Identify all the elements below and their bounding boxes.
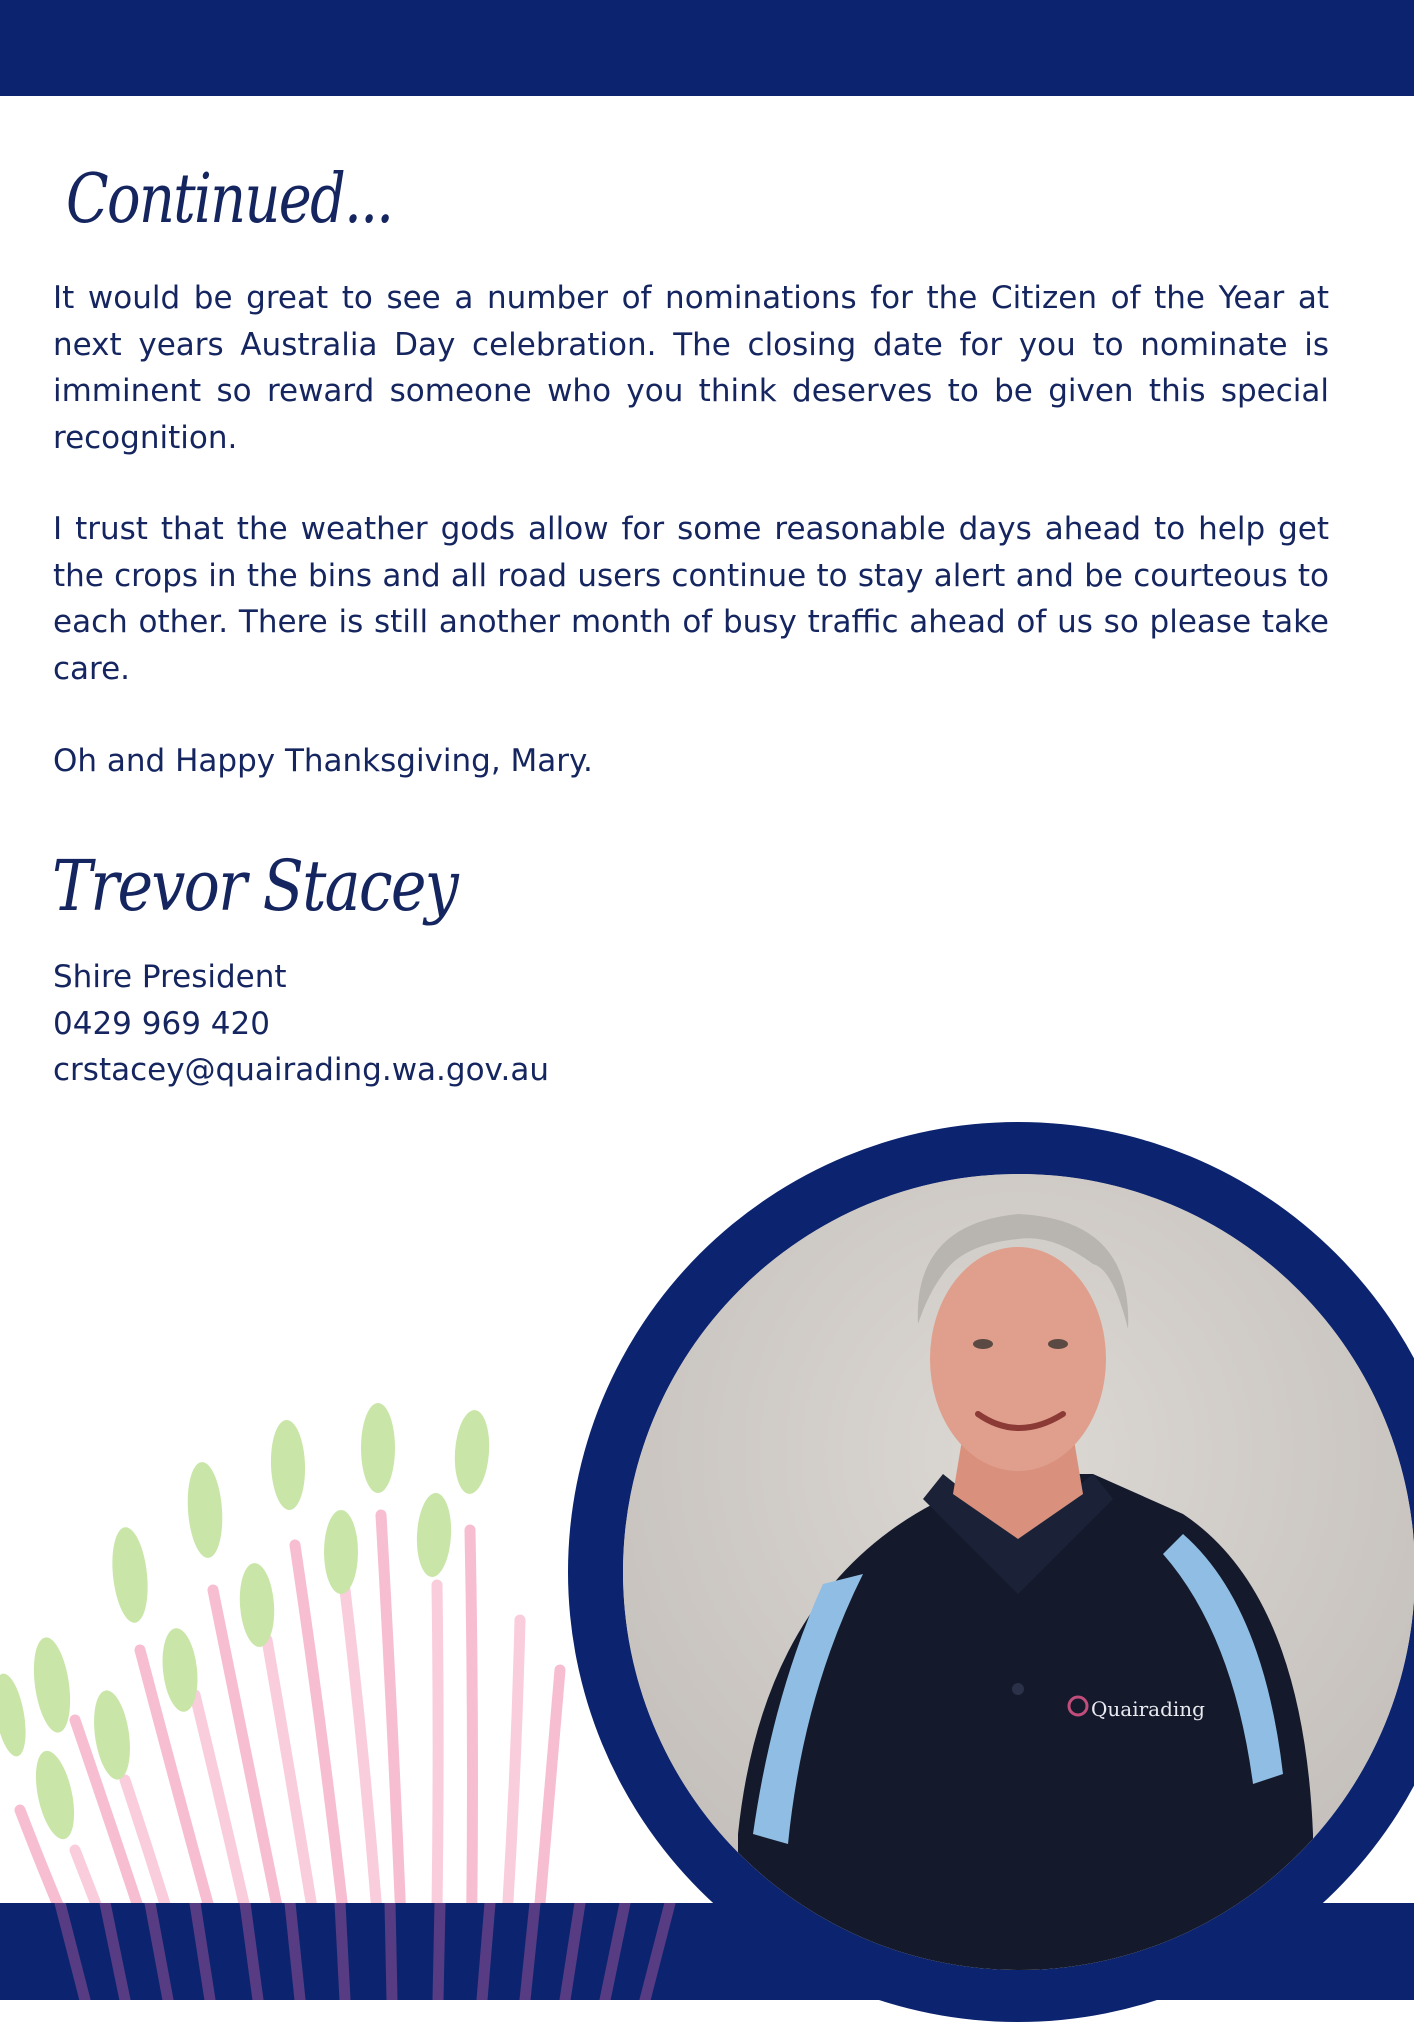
paragraph-nominations: It would be great to see a number of nominations for the Citizen of the Year at next years Australia Day celebration. The closing date for you to nominate is imminent so reward someone who you think deserves to be given this special recognition. (53, 280, 1329, 456)
contact-block (53, 954, 549, 1094)
email-link[interactable]: crstacey@quairading.wa.gov.au (53, 1052, 549, 1088)
top-banner (0, 0, 1414, 96)
phone-text: 0429 969 420 (53, 1005, 270, 1042)
signature: Trevor Stacey (52, 845, 458, 927)
portrait-illustration (623, 1174, 1414, 1970)
decorative-stems-overlay (0, 1903, 760, 2000)
shirt-logo-text: Quairading (1091, 1697, 1205, 1721)
page-heading: Continued... (66, 160, 393, 239)
paragraph-thanksgiving: Oh and Happy Thanksgiving, Mary. (53, 743, 593, 779)
portrait-photo (623, 1174, 1414, 1970)
role-text: Shire President (53, 959, 287, 995)
paragraph-weather: I trust that the weather gods allow for some reasonable days ahead to help get the crops in the bins and all road users continue to stay alert and be courteous to each other. There is still another month of busy traffic ahead of us so please take care. (53, 511, 1329, 687)
